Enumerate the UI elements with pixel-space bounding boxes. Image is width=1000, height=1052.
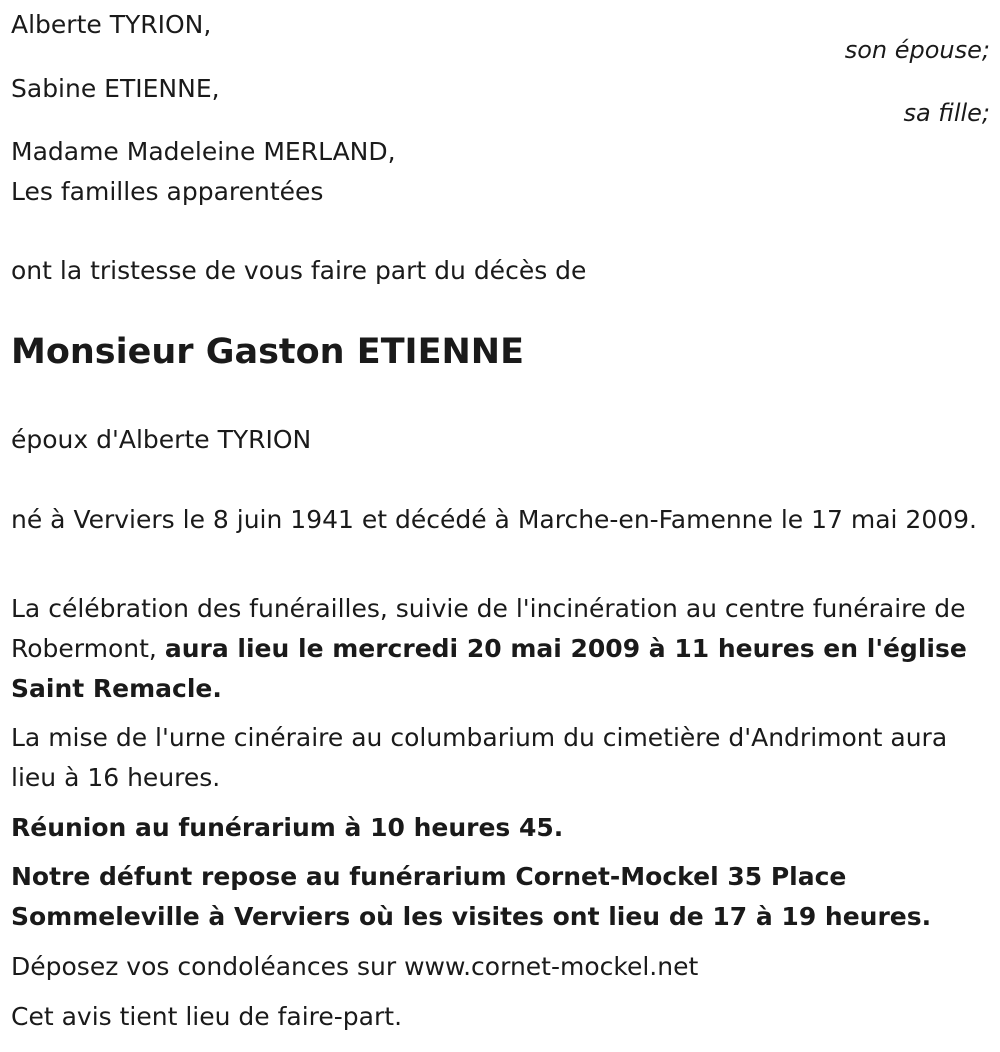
family-line-relatives: Les familles apparentées [11, 177, 324, 206]
deceased-name: Monsieur Gaston ETIENNE [11, 332, 524, 372]
family-role-spouse: son épouse; [844, 36, 990, 64]
ceremony-details: aura lieu le mercredi 20 mai 2009 à 11 heures en l'église Saint Remacle. [11, 634, 967, 703]
family-line-daughter: Sabine ETIENNE, [11, 74, 220, 103]
condolences-text: Déposez vos condoléances sur www.cornet-mockel.net [11, 952, 699, 981]
family-role-daughter: sa fille; [903, 99, 990, 127]
birth-death-text: né à Verviers le 8 juin 1941 et décédé à Marche-en-Famenne le 17 mai 2009. [11, 505, 978, 534]
ceremony-intro: La célébration des funérailles, suivie de l'incinération au centre funéraire de Robermont, [11, 594, 966, 663]
family-line-relative: Madame Madeleine MERLAND, [11, 137, 396, 166]
announcement-text: ont la tristesse de vous faire part du décès de [11, 256, 587, 285]
meeting-text: Réunion au funérarium à 10 heures 45. [11, 813, 564, 842]
notice-text: Cet avis tient lieu de faire-part. [11, 1002, 403, 1031]
urn-paragraph: La mise de l'urne cinéraire au columbarium du cimetière d'Andrimont aura lieu à 16 heures. [11, 723, 948, 792]
ceremony-paragraph [11, 589, 996, 709]
spouse-line: époux d'Alberte TYRION [11, 425, 312, 454]
rest-paragraph: Notre défunt repose au funérarium Cornet-Mockel 35 Place Sommeleville à Verviers où les visites ont lieu de 17 à 19 heures. [11, 862, 932, 931]
family-line-spouse: Alberte TYRION, [11, 10, 212, 39]
